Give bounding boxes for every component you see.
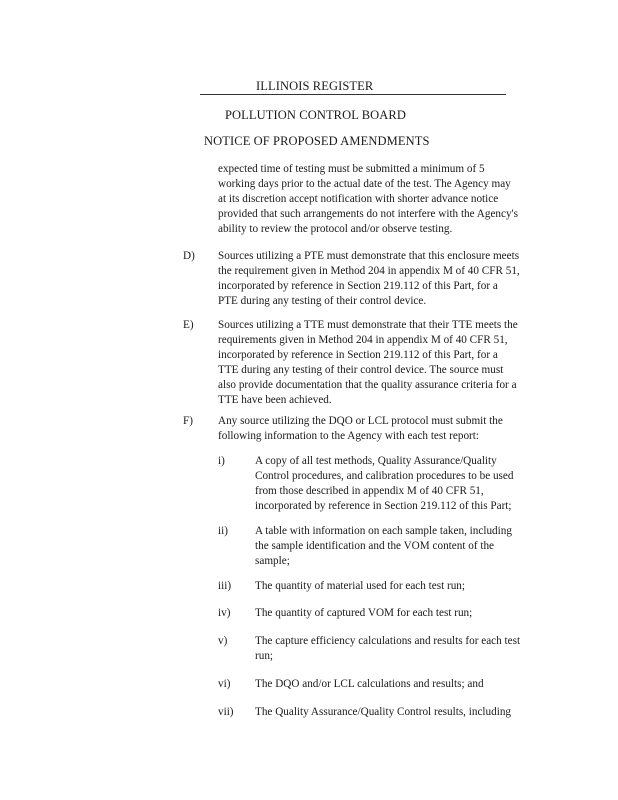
header-rule [200, 94, 506, 95]
text-line: Sources utilizing a PTE must demonstrate that this enclosure meets [218, 250, 520, 262]
text-line: PTE during any testing of their control device. [218, 294, 427, 307]
subitem-label: vii) [218, 706, 234, 718]
subitem-iii-paragraph [255, 579, 465, 594]
text-line: ability to review the protocol and/or observe testing. [218, 222, 453, 235]
subitem-label: v) [218, 635, 228, 647]
subitem-i-paragraph [255, 454, 513, 514]
text-line: The quantity of material used for each test run; [255, 580, 466, 592]
subitem-vi-paragraph [255, 677, 484, 692]
text-line: the sample identification and the VOM content of the [255, 539, 495, 552]
text-line: expected time of testing must be submitted a minimum of 5 [218, 163, 485, 175]
item-label: F) [183, 415, 193, 427]
subitem-v-paragraph [255, 634, 520, 664]
text-line: A copy of all test methods, Quality Assurance/Quality [255, 455, 497, 467]
item-d-paragraph [218, 249, 520, 309]
item-f-paragraph [218, 414, 503, 444]
text-line: incorporated by reference in Section 219.112 of this Part, for a [218, 279, 498, 292]
text-line: the requirement given in Method 204 in appendix M of 40 CFR 51, [218, 264, 520, 277]
item-label: D) [183, 250, 195, 262]
text-line: from those described in appendix M of 40 CFR 51, [255, 484, 484, 497]
text-line: A table with information on each sample taken, including [255, 525, 512, 537]
text-line: The quantity of captured VOM for each test run; [255, 607, 473, 619]
text-line: Any source utilizing the DQO or LCL protocol must submit the [218, 415, 503, 427]
subitem-iv-paragraph [255, 606, 472, 621]
subitem-label: i) [218, 455, 225, 467]
text-line: at its discretion accept notification with shorter advance notice [218, 192, 499, 205]
continuation-paragraph [218, 162, 518, 237]
register-title: ILLINOIS REGISTER [256, 79, 374, 93]
text-line: The Quality Assurance/Quality Control results, including [255, 706, 512, 718]
subitem-label: ii) [218, 525, 228, 537]
subitem-ii-paragraph [255, 524, 512, 569]
text-line: run; [255, 649, 274, 662]
item-label: E) [183, 319, 194, 331]
subitem-label: iv) [218, 607, 231, 619]
item-e-paragraph [218, 318, 518, 407]
text-line: working days prior to the actual date of the test. The Agency may [218, 177, 511, 190]
subitem-vii-paragraph [255, 705, 511, 720]
text-line: incorporated by reference in Section 219.112 of this Part, for a [218, 348, 498, 361]
text-line: The DQO and/or LCL calculations and results; and [255, 678, 484, 690]
text-line: incorporated by reference in Section 219.112 of this Part; [255, 499, 512, 512]
text-line: provided that such arrangements do not interfere with the Agency's [218, 207, 518, 220]
subitem-label: vi) [218, 678, 231, 690]
text-line: Sources utilizing a TTE must demonstrate that their TTE meets the [218, 319, 518, 331]
text-line: requirements given in Method 204 in appendix M of 40 CFR 51, [218, 333, 508, 346]
text-line: following information to the Agency with each test report: [218, 429, 479, 442]
text-line: TTE have been achieved. [218, 393, 332, 406]
text-line: Control procedures, and calibration procedures to be used [255, 469, 514, 482]
text-line: sample; [255, 554, 290, 567]
text-line: The capture efficiency calculations and results for each test [255, 635, 521, 647]
subitem-label: iii) [218, 580, 232, 592]
notice-title: NOTICE OF PROPOSED AMENDMENTS [204, 134, 430, 148]
text-line: also provide documentation that the quality assurance criteria for a [218, 378, 517, 391]
text-line: TTE during any testing of their control device. The source must [218, 363, 504, 376]
board-title: POLLUTION CONTROL BOARD [225, 108, 406, 122]
